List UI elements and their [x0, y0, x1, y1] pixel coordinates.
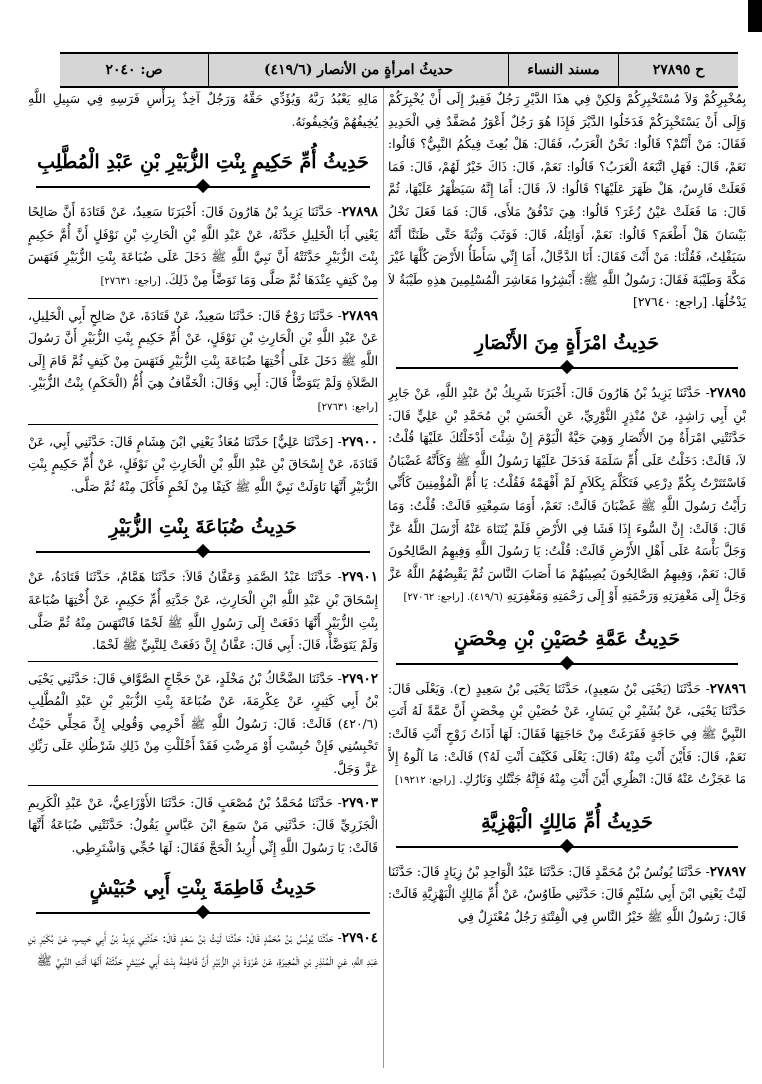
- ornament-diamond: [196, 544, 210, 558]
- hadith-paragraph: [28, 668, 378, 781]
- title-ornament: [396, 658, 738, 670]
- header-page-number: ص: ٢٠٤٠: [105, 62, 163, 78]
- hadith-number: ٢٧٨٩٦: [709, 680, 746, 697]
- header-book-title: مسند النساء: [508, 54, 618, 86]
- hadith-paragraph: [28, 927, 378, 972]
- section-title: حَدِيثُ فَاطِمَةَ بِنْتِ أَبِي حُبَيْشٍ: [89, 877, 317, 900]
- section-title: حَدِيثُ أُمِّ مَالِكٍ الْبَهْزِيَّةِ: [481, 810, 653, 833]
- hadith-paragraph: [388, 382, 746, 610]
- hadith-text: - حَدَّثَنَا يُونُسُ بْنُ مُحَمَّدٍ قَالَ: حَدَّثَنَا عَبْدُ الْوَاحِدِ بْنُ زِيَادٍ قَالَ: حَدَّثَنَا لَيْثٌ يَعْنِي ابْنَ أَبِي سُلَيْمٍ قَالَ: حَدَّثَنِي طَاوُسٌ، عَنْ أُمِّ مَالِكٍ الْبَهْزِيَّةِ قَالَتْ: قَالَ: رَسُولُ اللَّهِ ﷺ خَيْرُ النَّاسِ فِي الْفِتْنَةِ رَجُلٌ مُعْتَزِلٌ فِي: [388, 864, 746, 925]
- hadith-paragraph: [28, 305, 378, 420]
- hadith-paragraph: [28, 792, 378, 860]
- header-hadith-number: ح ٢٧٨٩٥: [618, 54, 738, 86]
- cross-reference: [راجع: ٢٧٦٣١]: [317, 401, 378, 413]
- hadith-text: - حَدَّثَنَا يُونُسُ بْنُ مُحَمَّدٍ قَالَ: حَدَّثَنَا لَيْثُ بْنُ سَعْدٍ قَالَ: حَدَّثَنِي يَزِيدُ بْنُ أَبِي حَبِيبٍ، عَنْ بُكَيْرِ بْنِ عَبْدِ اللَّهِ، عَنِ الْمُنْذِرِ بْنِ الْمُغِيرَةِ، عَنْ عُرْوَةَ بْنِ الزُّبَيْرِ أَنَّ فَاطِمَةَ بِنْتَ أَبِي حُبَيْشٍ حَدَّثَتْهُ أَنَّهَا أَتَتِ النَّبِيَّ ﷺ: [28, 931, 378, 969]
- ornament-diamond: [560, 360, 574, 374]
- hadith-separator: [28, 298, 378, 299]
- hadith-separator: [28, 785, 378, 786]
- hadith-text: - حَدَّثَنَا يَزِيدُ بْنُ هَارُونَ قَالَ: أَخْبَرَنَا شَرِيكُ بْنُ عَبْدِ اللَّهِ، عَنْ جَابِرِ بْنِ أَبِي رَاشِدٍ، عَنْ مُنْذِرٍ الثَّوْرِيِّ، عَنِ الْحَسَنِ بْنِ مُحَمَّدِ بْنِ عَلِيٍّ قَالَ: حَدَّثَتْنِي امْرَأَةٌ مِنَ الأَنْصَارِ وَهِيَ حَيَّةٌ الْيَوْمَ إِنْ شِئْتَ أَدْخَلْتُكَ عَلَيْهَا قُلْتُ: لاَ، قَالَتْ: دَخَلْتُ عَلَى أُمِّ سَلَمَةَ فَدَخَلَ عَلَيْهَا رَسُولُ اللَّهِ ﷺ وَكَأَنَّهُ غَضْبَانُ فَاسْتَتَرْتُ بِكُمِّ دِرْعِي فَتَكَلَّمَ بِكَلاَمٍ لَمْ أَفْهَمْهُ فَقُلْتُ: يَا أُمَّ الْمُؤْمِنِينَ كَأَنِّي رَأَيْتُ رَسُولَ اللَّهِ ﷺ غَضْبَانَ قَالَتْ: نَعَمْ، أَوَمَا سَمِعْتِهِ قَالَتْ: قُلْتُ: وَمَا قَالَ: قَالَتْ: إِنَّ السُّوءَ إِذَا فَشَا فِي الأَرْضِ فَلَمْ يُتَنَاهَ عَنْهُ أَرْسَلَ اللَّهُ عَزَّ وَجَلَّ بَأْسَهُ عَلَى أَهْلِ الأَرْضِ قَالَتْ: قُلْتُ: يَا رَسُولَ اللَّهِ وَفِيهِمُ الصَّالِحُونَ قَالَ: نَعَمْ، وَفِيهِمُ الصَّالِحُونَ يُصِيبُهُمْ مَا أَصَابَ النَّاسَ ثُمَّ يَقْبِضُهُمُ اللَّهُ عَزَّ وَجَلَّ إِلَى مَغْفِرَتِهِ وَرَحْمَتِهِ أَوْ إِلَى رَحْمَتِهِ وَمَغْفِرَتِهِ: [388, 385, 746, 604]
- running-header: [60, 52, 738, 88]
- ornament-diamond: [560, 839, 574, 853]
- hadith-number: ٢٧٩٠٤: [341, 930, 378, 947]
- hadith-number: ٢٧٩٠٢: [341, 670, 378, 687]
- right-column: [388, 88, 746, 1078]
- cross-reference: [راجع: ١٩٢١٢]: [394, 775, 456, 787]
- hadith-text: - حَدَّثَنَا رَوْحٌ قَالَ: حَدَّثَنَا سَعِيدٌ، عَنْ قَتَادَةَ، عَنْ صَالِحٍ أَبِي الْخَلِيلِ، عَنْ عَبْدِ اللَّهِ بْنِ الْحَارِثِ بْنِ نَوْفَلٍ، عَنْ أُمِّ حَكِيمٍ بِنْتِ الزُّبَيْرِ أَنَّ رَسُولَ اللَّهِ ﷺ دَخَلَ عَلَى أُخْتِهَا ضُبَاعَةَ بِنْتِ الزُّبَيْرِ فَنَهَسَ مِنْ كَتِفٍ ثُمَّ قَامَ إِلَى الصَّلاَةِ وَلَمْ يَتَوَضَّأْ قَالَ: أَبِي وَقَالَ: الْخَفَّافُ هِيَ أُمُّ (الْحَكَمِ) بِنْتُ الزُّبَيْرِ.: [28, 308, 378, 391]
- hadith-text: - حَدَّثَنَا عَبْدُ الصَّمَدِ وَعَفَّانُ قَالاَ: حَدَّثَنَا هَمَّامٌ، حَدَّثَنَا قَتَادَةُ، عَنْ إِسْحَاقَ بْنِ عَبْدِ اللَّهِ ابْنِ الْحَارِثِ، عَنْ جَدَّتِهِ أُمِّ حَكِيمٍ، عَنْ أُخْتِهَا ضُبَاعَةَ بِنْتِ الزُّبَيْرِ أَنَّهَا دَفَعَتْ إِلَى رَسُولِ اللَّهِ ﷺ لَحْمًا فَانْتَهَسَ مِنْهُ ثُمَّ صَلَّى وَلَمْ يَتَوَضَّأْ، قَالَ: أَبِي قَالَ: عَفَّانُ إِنَّ دَفَعَتْ لِلنَّبِيِّ ﷺ لَحْمًا.: [28, 570, 378, 653]
- section-title: حَدِيثُ ضُبَاعَةَ بِنْتِ الزُّبَيْرِ: [109, 516, 297, 539]
- page-corner-mark: [748, 0, 762, 32]
- hadith-text: - [حَدَّثَنَا عَلِيٌّ] حَدَّثَنَا مُعَاذٌ يَعْنِي ابْنَ هِشَامٍ قَالَ: حَدَّثَنِي أَبِي، عَنْ قَتَادَةَ، عَنْ إِسْحَاقَ بْنِ عَبْدِ اللَّهِ بْنِ الْحَارِثِ بْنِ نَوْفَلٍ، عَنْ أُمِّ حَكِيمٍ بِنْتِ الزُّبَيْرِ أَنَّهَا نَاوَلَتْ نَبِيَّ اللَّهِ ﷺ كَتِفًا مِنْ لَحْمٍ فَأَكَلَ مِنْهُ ثُمَّ صَلَّى.: [28, 434, 378, 494]
- hadith-paragraph: [388, 678, 746, 793]
- hadith-paragraph: [388, 861, 746, 929]
- hadith-number: ٢٧٨٩٧: [709, 863, 746, 880]
- ornament-diamond: [560, 656, 574, 670]
- continuation-paragraph: بِمُخْبِرِكُمْ وَلاَ مُسْتَخْبِرِكُمْ وَلكِنْ فِي هذَا الدَّيْرِ رَجُلٌ فَقِيرٌ إِلَى أَنْ يُخْبِرَكُمْ وَإِلَى أَنْ يَسْتَخْبِرَكُمْ فَدَخَلُوا الدَّيْرَ فَإِذَا هُوَ رَجُلٌ أَعْوَرُ مُصَفَّدٌ فِي الْحَدِيدِ فَقَالَ: مَنْ أَنْتُمْ؟ قَالُوا: نَحْنُ الْعَرَبُ، فَقَالَ: هَلْ بُعِثَ فِيكُمُ النَّبِيُّ؟ قَالُوا: نَعَمْ، قَالَ: فَهَلِ اتَّبَعَهُ الْعَرَبُ؟ قَالُوا: نَعَمْ، قَالَ: ذَاكَ خَيْرٌ لَهُمْ، قَالَ: فَمَا فَعَلَتْ فَارِسُ، هَلْ ظَهَرَ عَلَيْهَا؟ قَالُوا: لاَ، قَالَ: أَمَا إِنَّهُ سَيَظْهَرُ عَلَيْهَا، ثُمَّ قَالَ: مَا فَعَلَتْ عَيْنُ زُغَرَ؟ قَالُوا: هِيَ تَدْفُقُ مَلأَى، قَالَ: فَمَا فَعَلَ نَخْلُ بَيْسَانَ هَلْ أَطْعَمَ؟ قَالُوا: نَعَمْ، أَوَائِلُهُ، قَالَ: فَوَثَبَ وَثْبَةً حَتَّى ظَنَنَّا أَنَّهُ سَيَفْلِتُ، فَقُلْنَا: مَنْ أَنْتَ فَقَالَ: أَنَا الدَّجَّالُ، أَمَا إِنِّي سَأَطَأُ الأَرْضَ كُلَّهَا غَيْرَ مَكَّةَ وَطَيْبَةَ فَقَالَ: رَسُولُ اللَّهِ ﷺ: أَبْشِرُوا مَعَاشِرَ الْمُسْلِمِينَ هذِهِ طَيْبَةُ لاَ يَدْخُلُهَا. [راجع: ٢٧٦٤٠]: [388, 92, 746, 310]
- title-ornament: [396, 841, 738, 853]
- ornament-diamond: [196, 179, 210, 193]
- cross-reference: (٤١٩/٦). [راجع: ٢٧٠٦٢]: [403, 592, 503, 604]
- hadith-text: - حَدَّثَنَا يَزِيدُ بْنُ هَارُونَ قَالَ: أَخْبَرَنَا سَعِيدٌ، عَنْ قَتَادَةَ أَنَّ صَالِحًا يَعْنِي أَبَا الْخَلِيلِ حَدَّثَهُ، عَنْ عَبْدِ اللَّهِ بْنِ الْحَارِثِ بْنِ نَوْفَلٍ أَنَّ أُمَّ حَكِيمٍ بِنْتَ الزُّبَيْرِ حَدَّثَتْهُ أَنَّ نَبِيَّ اللَّهِ ﷺ دَخَلَ عَلَى ضُبَاعَةَ بِنْتِ الزُّبَيْرِ فَنَهَسَ مِنْ كَتِفٍ عِنْدَهَا ثُمَّ صَلَّى وَمَا تَوَضَّأَ مِنْ ذَلِكَ.: [28, 205, 378, 287]
- section-title: حَدِيثُ عَمَّةِ حُصَيْنِ بْنِ مِحْصَنٍ: [453, 627, 681, 650]
- left-column: [28, 88, 378, 1078]
- hadith-paragraph: [28, 201, 378, 293]
- hadith-text: - حَدَّثَنَا (يَحْيَى بْنُ سَعِيدٍ)، حَدَّثَنَا يَحْيَى بْنُ سَعِيدٍ (ح). وَيَعْلَى قَالَ: حَدَّثَنَا يَحْيَى، عَنْ بُشَيْرِ بْنِ يَسَارٍ، عَنْ حُصَيْنِ بْنِ مِحْصَنٍ أَنَّ عَمَّةً لَهُ أَتَتِ النَّبِيَّ ﷺ فِي حَاجَةٍ فَفَرَغَتْ مِنْ حَاجَتِهَا فَقَالَ: لَهَا أَذَاتُ زَوْجٍ أَنْتِ قَالَتْ: نَعَمْ، قَالَ: فَأَيْنَ أَنْتِ مِنْهُ (قَالَ: يَعْلَى فَكَيْفَ أَنْتِ لَهُ؟) قَالَتْ: مَا آلُوهُ إِلاَّ مَا عَجَزْتُ عَنْهُ قَالَ: انْظُرِي أَيْنَ أَنْتِ مِنْهُ فَإِنَّهُ جَنَّتُكِ وَنَارُكِ.: [388, 681, 746, 787]
- hadith-text: - حَدَّثَنَا الضَّحَّاكُ بْنُ مَخْلَدٍ، عَنْ حَجَّاجٍ الصَّوَّافِ قَالَ: حَدَّثَنِي يَحْيَى بْنُ أَبِي كَثِيرٍ، عَنْ عِكْرِمَةَ، عَنْ ضُبَاعَةَ بِنْتِ الزُّبَيْرِ بْنِ عَبْدِ الْمُطَّلِبِ (٤٢٠/٦) قَالَتْ: قَالَ: رَسُولُ اللَّهِ ﷺ أَحْرِمِي وَقُولِي إِنَّ مَحِلِّي حَيْثُ تَحْبِسُنِي فَإِنْ حُبِسْتِ أَوْ مَرِضْتِ فَقَدْ أَحْلَلْتِ مِنْ ذَلِكِ شَرْطُكِ عَلَى رَبِّكِ عَزَّ وَجَلَّ.: [28, 671, 378, 777]
- hadith-number: ٢٧٨٩٨: [341, 204, 378, 221]
- hadith-number: ٢٧٩٠٠: [341, 433, 378, 450]
- section-title: حَدِيثُ أُمِّ حَكِيمٍ بِنْتِ الزُّبَيْرِ بْنِ عَبْدِ الْمُطَّلِبِ: [37, 151, 369, 174]
- hadith-paragraph: [28, 431, 378, 499]
- hadith-number: ٢٧٩٠٣: [341, 794, 378, 811]
- cross-reference: [راجع: ٢٧٦٣١]: [100, 275, 161, 287]
- title-ornament: [36, 546, 370, 558]
- hadith-number: ٢٧٨٩٥: [709, 384, 746, 401]
- ornament-diamond: [196, 905, 210, 919]
- column-divider: [383, 88, 384, 1068]
- header-chapter-title: حديثُ امرأةٍ من الأنصار (٤١٩/٦): [208, 54, 508, 86]
- hadith-text: - حَدَّثَنَا مُحَمَّدُ بْنُ مُصْعَبٍ قَالَ: حَدَّثَنَا الأَوْزَاعِيُّ، عَنْ عَبْدِ الْكَرِيمِ الْجَزَرِيِّ قَالَ: حَدَّثَنِي مَنْ سَمِعَ ابْنَ عَبَّاسٍ يَقُولُ: حَدَّثَتْنِي ضُبَاعَةُ أَنَّهَا قَالَتْ: يَا رَسُولَ اللَّهِ إِنِّي أُرِيدُ الْحَجَّ فَقَالَ: لَهَا حُجِّي وَاشْتَرِطِي.: [28, 795, 378, 855]
- hadith-separator: [28, 424, 378, 425]
- title-ornament: [36, 181, 370, 193]
- title-ornament: [36, 907, 370, 919]
- hadith-number: ٢٧٩٠١: [341, 569, 378, 586]
- hadith-number: ٢٧٨٩٩: [341, 307, 378, 324]
- section-title: حَدِيثُ امْرَأَةٍ مِنَ الأَنْصَارِ: [474, 331, 660, 354]
- continuation-paragraph: مَالِهِ يَعْبُدُ رَبَّهُ وَيُؤَدِّي حَقَّهُ وَرَجُلٌ آخِذٌ بِرَأْسِ فَرَسِهِ فِي سَبِيلِ اللَّهِ يُخِيفُهُمْ وَيُخِيفُونَهُ.: [28, 92, 378, 129]
- title-ornament: [396, 362, 738, 374]
- hadith-separator: [28, 661, 378, 662]
- hadith-paragraph: [28, 566, 378, 656]
